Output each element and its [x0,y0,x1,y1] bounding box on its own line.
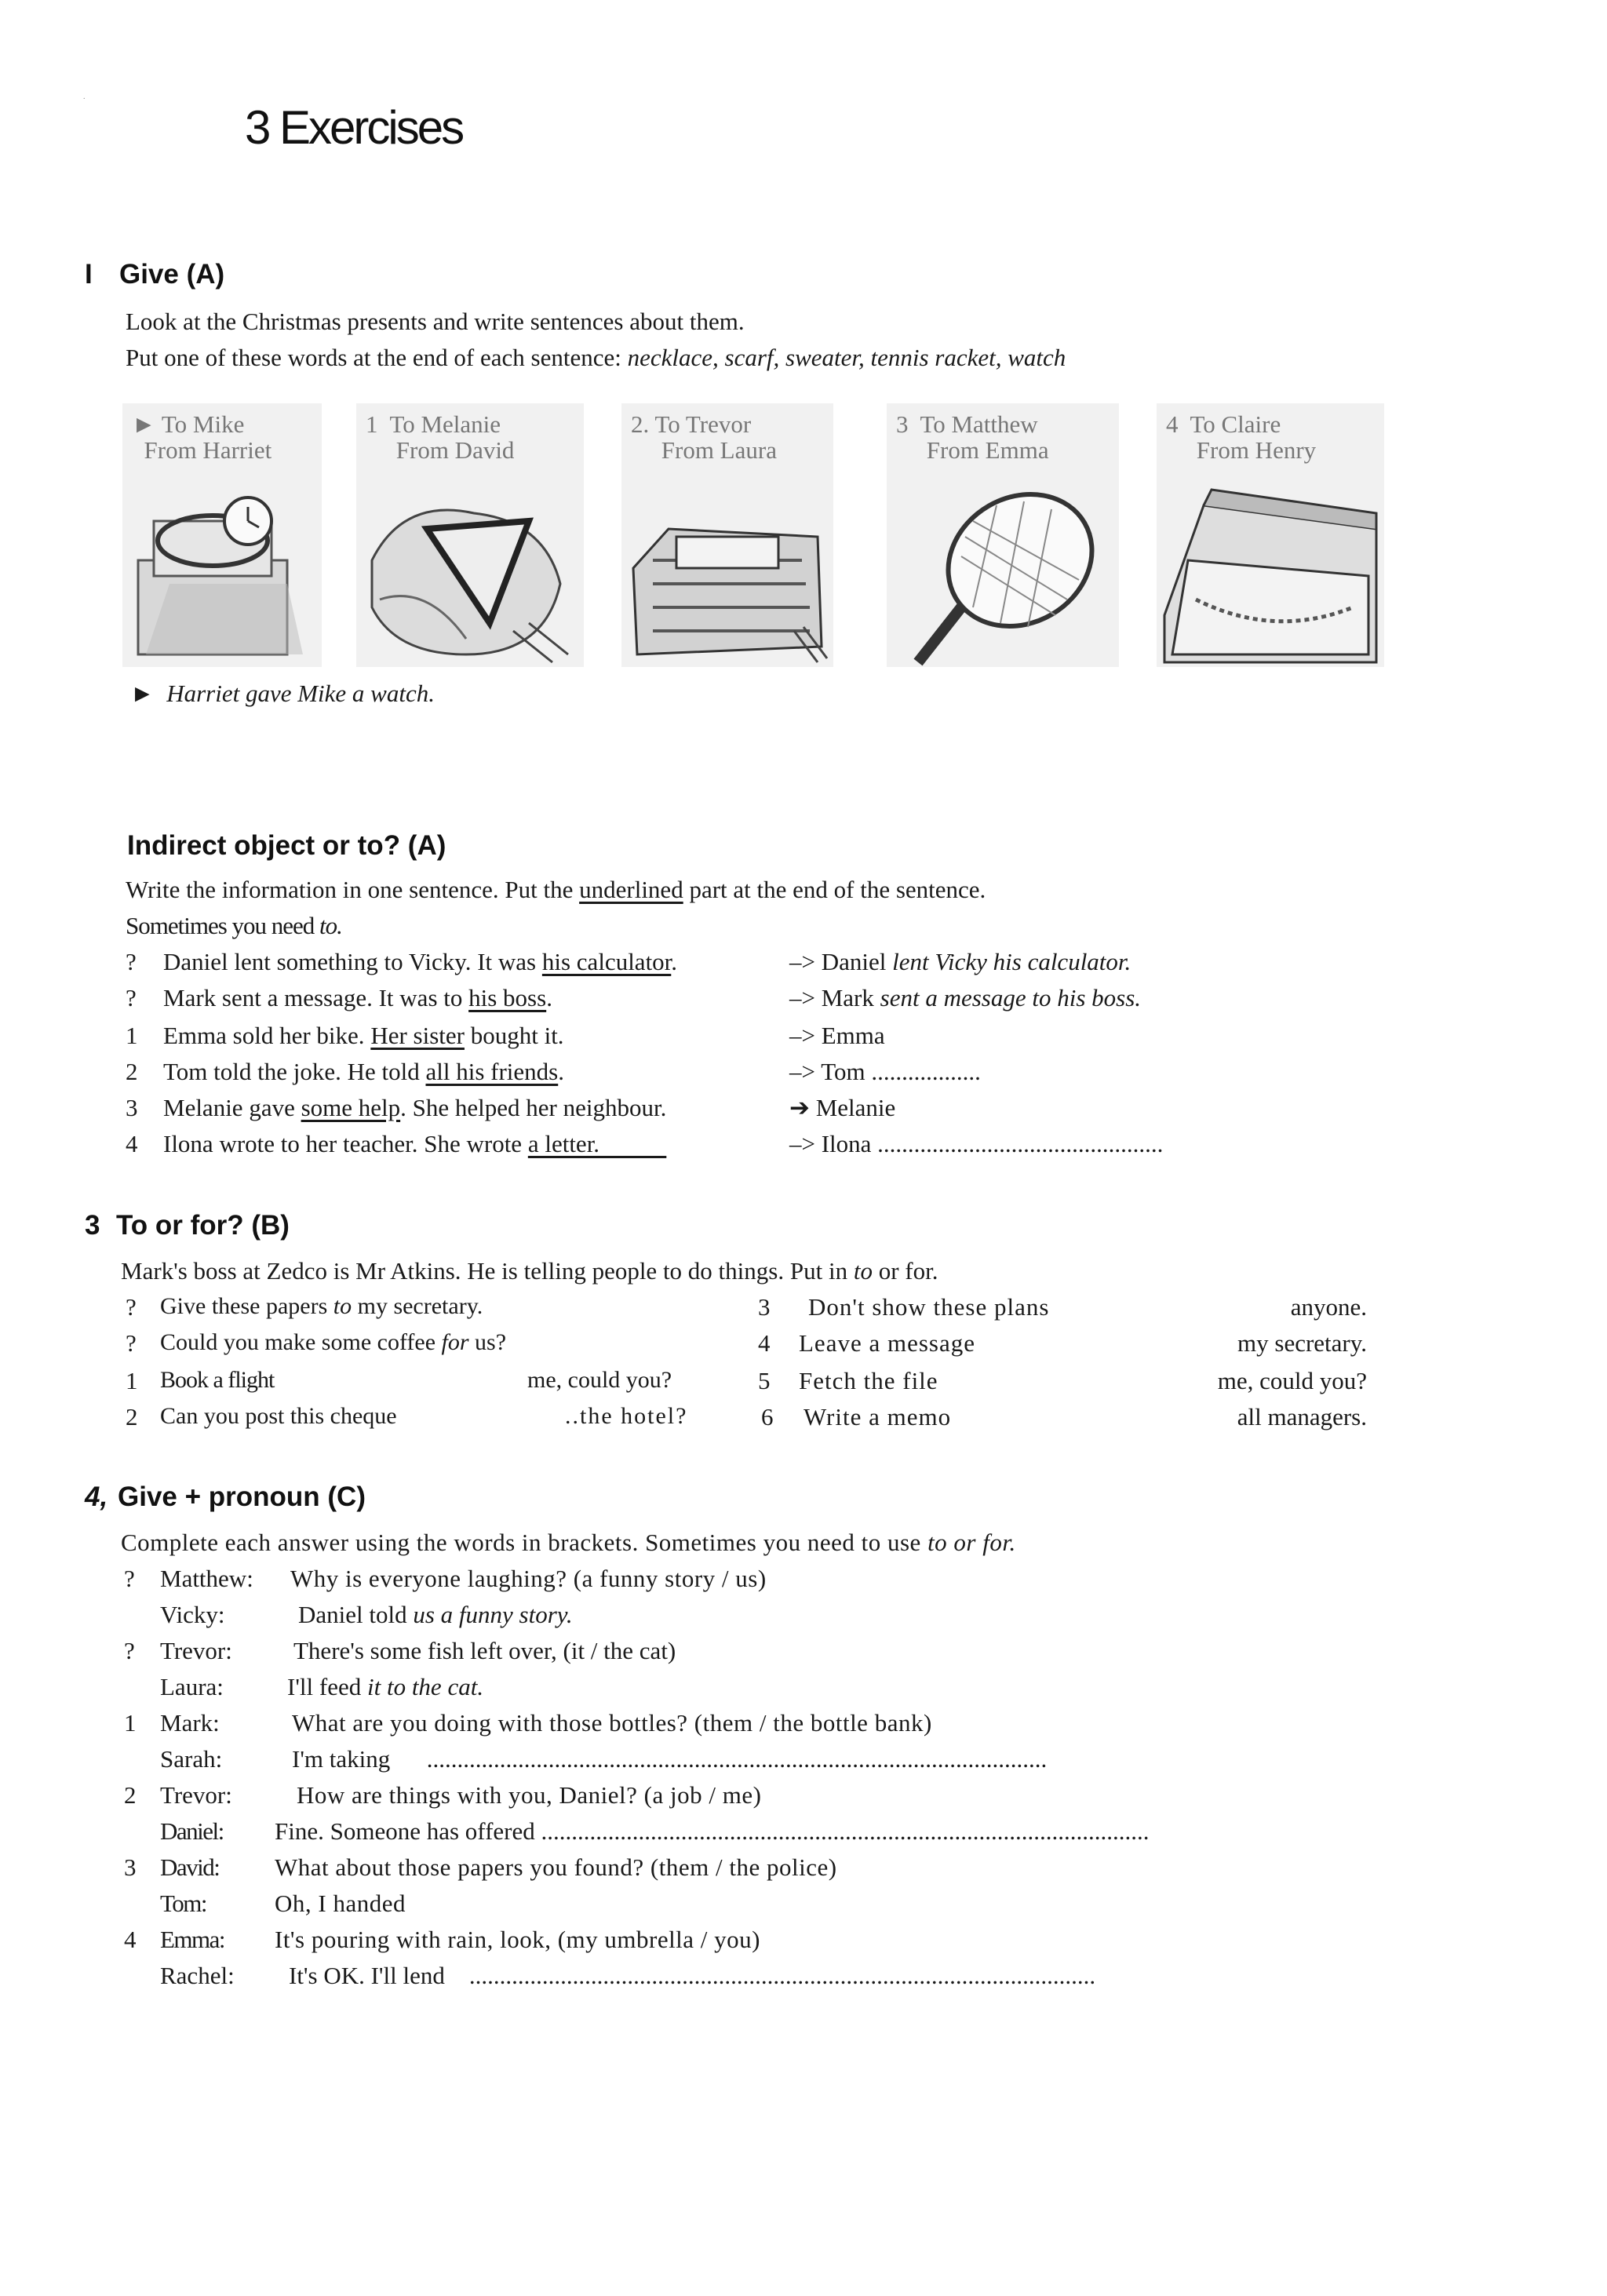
page-title: 3 Exercises [245,101,463,154]
present-panel-scarf [356,403,584,667]
tag-label: 3 To Matthew From Emma [896,410,1049,464]
tag-label: 4 To Claire From Henry [1166,410,1317,464]
row-number: 3 [758,1293,771,1321]
tag-label: 2. To Trevor From Laura [631,410,777,464]
row-question: Mark sent a message. It was to his boss. [163,984,552,1011]
section1-title: Give (A) [119,259,225,290]
row-number: ? [126,984,137,1011]
example-answer [130,680,435,708]
line-text: There's some fish left over, (it / the cat) [293,1637,676,1664]
line-number: 2 [124,1781,137,1809]
corner-mark: . [83,93,86,101]
row-question: Tom told the joke. He told all his friends. [163,1058,564,1085]
section3-instruction: Mark's boss at Zedco is Mr Atkins. He is telling people to do things. Put in to or for. [121,1257,938,1285]
row-question: Ilona wrote to her teacher. She wrote a letter. [163,1130,667,1157]
row-question: Emma sold her bike. Her sister bought it. [163,1022,564,1049]
line-text: I'm taking ...................................................................................................... [292,1745,1048,1773]
line-number: 4 [124,1926,137,1953]
row-end: me, could you? [1217,1367,1367,1394]
line-text: How are things with you, Daniel? (a job / me) [297,1781,762,1809]
row-answer: –> Emma [789,1022,885,1049]
section2-title: Indirect object or to? (A) [127,830,446,861]
section3-number: 3 [85,1210,100,1241]
row-answer: –> Daniel lent Vicky his calculator. [789,948,1131,975]
speaker: Mark: [160,1709,220,1737]
row-answer: –> Tom .................. [789,1058,981,1085]
present-panel-necklace [1157,403,1384,667]
row-end: all managers. [1237,1403,1367,1430]
row-number: 1 [126,1022,138,1049]
present-panel-sweater [621,403,833,667]
row-number: 2 [126,1403,138,1430]
row-end: anyone. [1290,1293,1367,1321]
section1-number: I [85,259,93,290]
line-text: It's pouring with rain, look, (my umbrella / you) [275,1926,760,1953]
section3-title: To or for? (B) [116,1210,290,1241]
row-number: ? [126,948,137,975]
line-text: Daniel told us a funny story. [298,1601,573,1628]
line-text: Oh, I handed [275,1890,406,1917]
line-number: ? [124,1637,135,1664]
row-answer: ➔ Melanie [789,1094,896,1121]
word-list: necklace, scarf, sweater, tennis racket, watch [627,344,1066,371]
line-number: 3 [124,1853,137,1881]
line-text: I'll feed it to the cat. [287,1673,484,1700]
section2-instruction2: Sometimes you need to. [126,912,342,939]
section4-number: 4, [85,1481,108,1512]
row-question: Daniel lent something to Vicky. It was his calculator. [163,948,678,975]
row-number: 4 [758,1329,771,1357]
row-text: Don't show these plans [808,1293,1050,1321]
row-text: Give these papers to my secretary. [160,1293,483,1319]
example-marker: ► [130,680,155,707]
row-number: ? [126,1329,137,1357]
line-text: What about those papers you found? (them / the police) [275,1853,837,1881]
speaker: Trevor: [160,1637,232,1664]
line-text: Fine. Someone has offered .................................................................................................... [275,1817,1150,1845]
row-text: Write a memo [804,1403,952,1430]
row-text: Could you make some coffee for us? [160,1329,507,1355]
line-text: What are you doing with those bottles? (them / the bottle bank) [292,1709,932,1737]
row-end: me, could you? [527,1367,672,1393]
section2-instruction: Write the information in one sentence. Put the underlined part at the end of the sentence. [126,876,986,903]
speaker: David: [160,1853,220,1881]
row-end: my secretary. [1237,1329,1367,1357]
speaker: Emma: [160,1926,225,1953]
speaker: Trevor: [160,1781,232,1809]
row-number: 5 [758,1367,771,1394]
row-answer: –> Ilona ............................................... [789,1130,1164,1157]
line-number: 1 [124,1709,137,1737]
line-text: Why is everyone laughing? (a funny story / us) [290,1565,767,1592]
example-text: Harriet gave Mike a watch. [166,680,435,707]
row-text: Can you post this cheque [160,1403,397,1429]
speaker: Matthew: [160,1565,253,1592]
row-end: ..the hotel? [565,1403,688,1429]
tag-label: 1 To Melanie From David [366,410,515,464]
speaker: Vicky: [160,1601,225,1628]
row-answer: –> Mark sent a message to his boss. [789,984,1142,1011]
row-number: 3 [126,1094,138,1121]
line-number: ? [124,1565,135,1592]
row-number: 1 [126,1367,138,1394]
present-panel-watch [122,403,322,667]
section4-title: Give + pronoun (C) [118,1481,366,1512]
speaker: Tom: [160,1890,206,1917]
row-question: Melanie gave some help. She helped her neighbour. [163,1094,667,1121]
row-number: ? [126,1293,137,1321]
row-text: Leave a message [799,1329,975,1357]
row-number: 4 [126,1130,138,1157]
row-text: Book a flight [160,1367,275,1393]
speaker: Daniel: [160,1817,224,1845]
row-text: Fetch the file [799,1367,938,1394]
row-number: 2 [126,1058,138,1085]
speaker: Rachel: [160,1962,235,1989]
speaker: Sarah: [160,1745,223,1773]
line-text: It's OK. I'll lend ....................................................................................................... [289,1962,1096,1989]
section4-instruction: Complete each answer using the words in brackets. Sometimes you need to use to or for. [121,1529,1016,1556]
instruction-prefix: Put one of these words at the end of each sentence: [126,344,628,371]
row-number: 6 [761,1403,774,1430]
tag-label: ► To Mike From Harriet [132,410,272,464]
section1-instruction: Look at the Christmas presents and write sentences about them. [126,308,745,335]
present-panel-racket [887,403,1119,667]
speaker: Laura: [160,1673,224,1700]
section1-instruction-words [126,344,1066,372]
